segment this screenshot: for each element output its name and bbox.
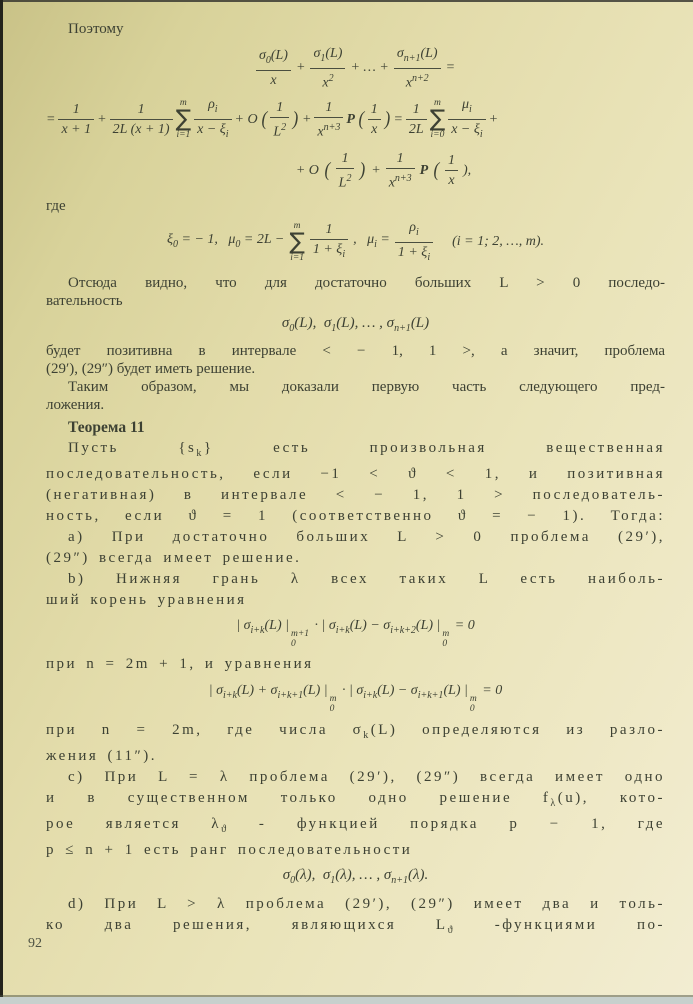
- fraction-denominator: $x^{n+2}$: [405, 72, 429, 91]
- fraction-numerator: $\rho_i$: [194, 96, 231, 120]
- formula-expansion-continuation: [74, 150, 693, 191]
- plus-operator: +: [295, 60, 306, 76]
- condition-even-paragraph: [46, 720, 665, 767]
- fraction: [194, 96, 231, 142]
- close-paren: ): [292, 107, 299, 130]
- fraction-denominator: 2L (x + 1): [112, 122, 170, 138]
- open-paren: (: [433, 158, 440, 181]
- text-line: будет позитивна в интервале < − 1, 1 >, а значит, проблема: [46, 343, 665, 360]
- theorem-item-d: [46, 894, 665, 941]
- text-line: Пусть $\{s_k\}$ есть произвольная вещественная: [68, 440, 665, 460]
- fraction: [386, 150, 415, 191]
- page-left-edge: [0, 0, 3, 1004]
- fraction: [256, 47, 291, 88]
- fraction-denominator: x: [448, 173, 455, 189]
- text-line: d) При L > λ проблема (29′), (29″) имеет два и толь-: [68, 896, 665, 913]
- sum-upper-limit: m: [434, 98, 441, 109]
- fraction-denominator: x + 1: [61, 122, 92, 138]
- page-bottom-edge: [0, 997, 693, 1004]
- summation-symbol: [289, 221, 305, 263]
- page-top-edge: [0, 0, 693, 2]
- sum-lower-limit: i=0: [430, 130, 445, 141]
- fraction-numerator: 1: [58, 101, 94, 120]
- fraction-denominator: $x^2$: [322, 72, 334, 91]
- plus-operator: +: [488, 111, 499, 127]
- fraction-denominator: $L^2$: [338, 173, 352, 191]
- equation-even-case: [46, 683, 665, 714]
- fraction-numerator: $\sigma_{n+1}(L)$: [394, 45, 441, 69]
- plus-operator: +: [371, 162, 381, 178]
- text-line: ложения.: [46, 397, 105, 414]
- theorem-item-a: [46, 527, 665, 569]
- intro-word: Поэтому: [68, 21, 124, 37]
- fraction-numerator: 1: [336, 150, 355, 169]
- fraction-numerator: $\rho_i$: [395, 219, 433, 243]
- fraction: [445, 152, 458, 188]
- fraction-denominator: $L^2$: [273, 121, 287, 140]
- plus-operator: +: [97, 111, 107, 127]
- plus-O-operator: + O: [234, 111, 258, 127]
- fraction-denominator: $x - \xi_i$: [451, 122, 483, 141]
- fraction: [448, 96, 485, 142]
- open-paren: (: [358, 107, 365, 130]
- text-line: жения (11″).: [46, 748, 157, 765]
- condition-odd-line: при n = 2m + 1, и уравнения: [46, 656, 314, 673]
- text-line: последовательность, если −1 < ϑ < 1, и позитивная: [46, 466, 665, 483]
- text-line: а) При достаточно больших L > 0 проблема (29′),: [68, 529, 665, 546]
- text-line: (негативная) в интервале < − 1, 1 > последователь-: [46, 487, 665, 504]
- text-line: p ≤ n + 1 есть ранг последовательности: [46, 842, 413, 859]
- fraction: [314, 99, 343, 140]
- fraction-numerator: $\sigma_1(L)$: [310, 45, 345, 69]
- sigma-icon: ∑: [175, 106, 192, 133]
- text-line: и в существенном только одно решение $f_\lambda(u)$, кото-: [46, 790, 666, 810]
- fraction: [394, 45, 441, 90]
- paragraph-otsyuda: [46, 274, 665, 310]
- fraction: [406, 101, 427, 137]
- close-paren: ): [384, 107, 390, 130]
- formula-sigma-series: [46, 45, 665, 90]
- text-line: (29′), (29″) будет иметь решение.: [46, 361, 256, 378]
- theorem-statement: [46, 438, 665, 527]
- math-fragment: | $\sigma_{i+k}(L) + \sigma_{i+k+1}(L)$ | m 0 · | $\sigma_{i+k}(L) - \sigma_{i+k+1}(L)$ | m 0 = 0: [208, 683, 503, 715]
- sigma-icon: ∑: [429, 106, 446, 133]
- fraction: [310, 45, 345, 90]
- fraction-numerator: 1: [310, 221, 348, 240]
- fraction-denominator: $x - \xi_i$: [197, 122, 229, 141]
- fraction: [58, 101, 94, 137]
- fraction-numerator: 1: [445, 152, 458, 171]
- equals-sign: =: [393, 111, 403, 127]
- text-line: ко два решения, являющихся $L_ϑ$ -функциями по-: [46, 917, 665, 937]
- fraction-denominator: x: [371, 122, 378, 138]
- fraktur-p-symbol: P: [346, 111, 355, 127]
- close-paren: ): [359, 158, 366, 181]
- equation-odd-case: [46, 618, 665, 649]
- text-line: Таким образом, мы доказали первую часть следующего пред-: [68, 379, 665, 396]
- text-line: рое является $\lambda_ϑ$ - функцией порядка p − 1, где: [46, 816, 665, 836]
- paragraph-budet: [46, 342, 665, 378]
- formula-lambda-sequence: [46, 868, 665, 888]
- fraction: [310, 221, 348, 262]
- close-paren-comma: ),: [462, 162, 472, 178]
- fraction-numerator: 1: [270, 99, 289, 118]
- index-range: (i = 1; 2, …, m).: [452, 234, 544, 249]
- text-line: вательность: [46, 293, 123, 310]
- fraction: [395, 219, 433, 265]
- fraction-numerator: 1: [386, 150, 415, 169]
- fraction-numerator: $\mu_i$: [448, 96, 485, 120]
- text-line: при n = 2m, где числа $\sigma_k(L)$ определяются из разло-: [46, 722, 665, 742]
- text-line: (29″) всегда имеет решение.: [46, 550, 302, 567]
- sum-lower-limit: i=1: [290, 252, 305, 263]
- equals-sign: =: [445, 60, 456, 76]
- theorem-heading: Теорема 11: [68, 419, 145, 437]
- fraction: [110, 101, 173, 137]
- math-fragment: , $\mu_i$ =: [353, 231, 390, 250]
- fraction-numerator: $\sigma_0(L)$: [256, 47, 291, 71]
- fraction-denominator: 2L: [408, 122, 424, 138]
- theorem-item-c: [46, 767, 665, 861]
- fraction: [270, 99, 289, 140]
- fraction-denominator: $1 + \xi_i$: [312, 242, 346, 260]
- fraction-numerator: 1: [314, 99, 343, 118]
- where-word: где: [46, 197, 66, 214]
- open-paren: (: [261, 107, 267, 130]
- fraction-numerator: 1: [368, 101, 381, 120]
- text-line: ность, если ϑ = 1 (соответственно ϑ = − 1). Тогда:: [46, 508, 665, 525]
- formula-main-expansion: [46, 96, 665, 142]
- fraction: [336, 150, 355, 191]
- sum-upper-limit: m: [293, 220, 301, 231]
- text-line: Отсюда видно, что для достаточно больших L > 0 последо-: [68, 275, 665, 292]
- fraction-denominator: $x^{n+3}$: [317, 121, 341, 140]
- page-content: [46, 20, 665, 941]
- fraction-numerator: 1: [110, 101, 173, 120]
- fraction-denominator: $x^{n+3}$: [388, 173, 412, 191]
- ellipsis-operator: + … +: [350, 60, 389, 76]
- sum-upper-limit: m: [179, 98, 187, 109]
- page-number: 92: [28, 936, 42, 951]
- theorem-item-b: [46, 569, 665, 611]
- plus-operator: +: [301, 111, 312, 127]
- fraction-denominator: $1 + \xi_i$: [397, 244, 431, 263]
- plus-O-operator: + O: [295, 162, 319, 178]
- text-line: с) При L = λ проблема (29′), (29″) всегда имеет одно: [68, 769, 665, 786]
- text-line: ший корень уравнения: [46, 592, 247, 609]
- math-fragment: $\sigma_0(\lambda)$, $\sigma_1(\lambda)$, … , $\sigma_{n+1}(\lambda)$.: [282, 867, 429, 887]
- open-paren: (: [324, 158, 331, 181]
- math-fragment: | $\sigma_{i+k}(L)$ | m+1 0 · | $\sigma_{i+k}(L) - \sigma_{i+k+2}(L)$ | m 0 = 0: [236, 618, 475, 650]
- math-fragment: $\sigma_0(L)$, $\sigma_1(L)$, … , $\sigma_{n+1}(L)$: [281, 315, 430, 335]
- formula-sigma-sequence: [46, 316, 665, 336]
- equals-sign: =: [46, 111, 56, 127]
- fraction: [368, 101, 381, 137]
- paragraph-takim: [46, 378, 665, 414]
- fraction-denominator: x: [270, 73, 277, 89]
- summation-symbol: [176, 98, 192, 140]
- fraction-numerator: 1: [406, 101, 427, 120]
- formula-coefficient-definitions: [46, 219, 665, 265]
- sum-lower-limit: i=1: [176, 130, 191, 141]
- sigma-icon: ∑: [289, 228, 305, 255]
- text-line: b) Нижняя грань λ всех таких L есть наиболь-: [68, 571, 665, 588]
- summation-symbol: [430, 98, 446, 140]
- math-fragment: $\xi_0$ = − 1, $\mu_0 = 2L$ −: [167, 231, 285, 250]
- fraktur-p-symbol: P: [419, 162, 429, 178]
